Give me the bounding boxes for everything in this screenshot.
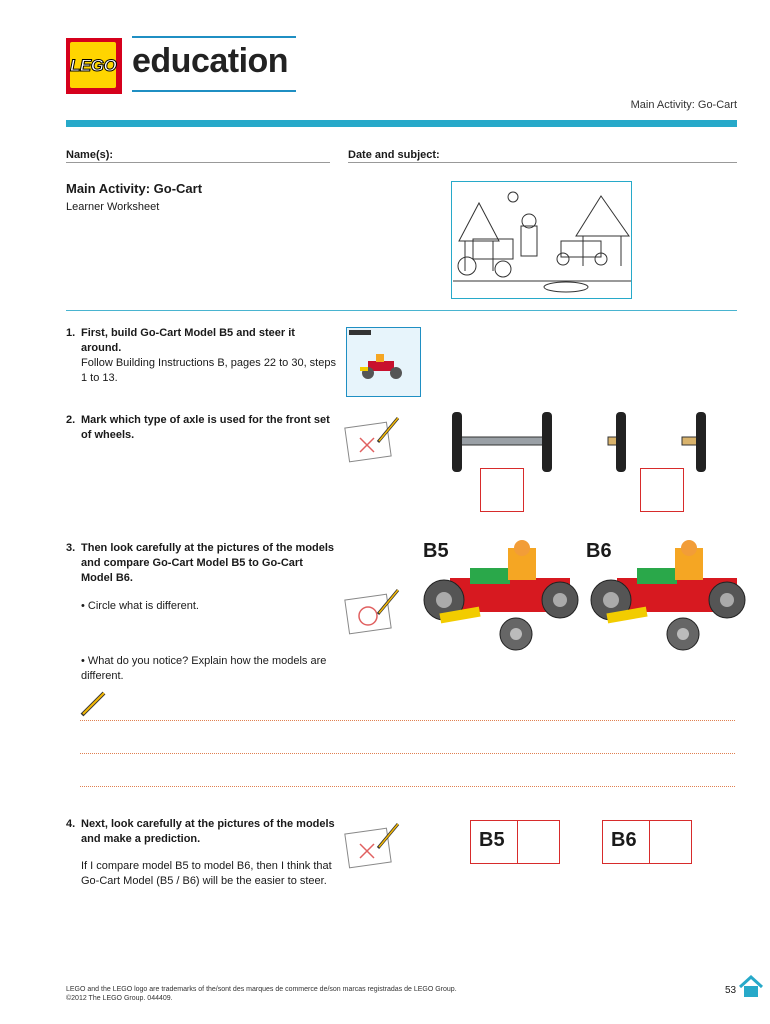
question-2-prompt: Mark which type of axle is used for the front set of wheels. xyxy=(81,414,330,441)
header-bar xyxy=(66,120,737,127)
section-divider xyxy=(66,310,737,311)
question-4-text: If I compare model B5 to model B6, then I think that Go-Cart Model (B5 / B6) will be the easier to steer. xyxy=(81,860,332,887)
question-4 xyxy=(66,817,336,847)
footer-legal xyxy=(66,985,457,1003)
header-title: Main Activity: Go-Cart xyxy=(630,99,737,111)
prediction-label-b5: B5 xyxy=(479,829,505,851)
brand-rule-top xyxy=(132,36,296,38)
question-number: 1. xyxy=(66,327,76,339)
go-cart-b6-model-image xyxy=(587,538,747,653)
answer-line-3[interactable] xyxy=(80,786,735,787)
page-subtitle: Learner Worksheet xyxy=(66,201,160,213)
long-axle-answer-box[interactable] xyxy=(480,468,524,512)
footer-copyright: ©2012 The LEGO Group. 044409. xyxy=(66,995,173,1002)
question-number: 2. xyxy=(66,414,76,426)
question-3 xyxy=(66,541,336,586)
mark-pencil-icon-2 xyxy=(344,818,402,870)
page-number: 53 xyxy=(725,985,737,996)
prediction-label-b6: B6 xyxy=(611,829,637,851)
building-instructions-thumbnail xyxy=(346,327,421,397)
question-3-prompt: Then look carefully at the pictures of the models and compare Go-Cart Model B5 to Go-Cart Model B6. xyxy=(81,542,335,584)
question-2 xyxy=(66,413,336,443)
brand-rule-bottom xyxy=(132,90,296,92)
brand-name: education xyxy=(132,42,289,80)
prediction-box-b6[interactable] xyxy=(602,820,692,864)
answer-line-2[interactable] xyxy=(80,753,735,754)
question-number: 4. xyxy=(66,818,76,830)
question-4-prompt: Next, look carefully at the pictures of the models and make a prediction. xyxy=(81,818,335,845)
question-number: 3. xyxy=(66,542,76,554)
names-label: Name(s): xyxy=(66,149,114,161)
mark-pencil-icon xyxy=(344,412,402,464)
label-b6: B6 xyxy=(586,540,612,562)
date-field[interactable] xyxy=(348,162,737,163)
question-3-bullet-2: • What do you notice? Explain how the models are different. xyxy=(81,655,327,682)
home-icon[interactable] xyxy=(738,975,764,999)
question-1-text: Follow Building Instructions B, pages 22 to 30, steps 1 to 13. xyxy=(81,357,336,384)
lego-logo xyxy=(66,38,122,94)
go-cart-scene-illustration xyxy=(451,181,632,299)
question-1-prompt: First, build Go-Cart Model B5 and steer it around. xyxy=(81,327,295,354)
answer-line-1[interactable] xyxy=(80,720,735,721)
question-1 xyxy=(66,326,336,386)
page-title: Main Activity: Go-Cart xyxy=(66,181,203,196)
names-field[interactable] xyxy=(66,162,330,163)
logo-text: LEGO xyxy=(70,56,117,75)
prediction-box-b5[interactable] xyxy=(470,820,560,864)
question-3-bullet-1: • Circle what is different. xyxy=(81,600,199,612)
circle-pencil-icon xyxy=(344,584,402,636)
date-label: Date and subject: xyxy=(348,149,440,161)
footer-trademark: LEGO and the LEGO logo are trademarks of the/sont des marques de commerce de/son marcas registradas de LEGO Group. xyxy=(66,986,457,993)
label-b5: B5 xyxy=(423,540,449,562)
short-axle-answer-box[interactable] xyxy=(640,468,684,512)
write-pencil-icon xyxy=(78,689,108,719)
go-cart-b5-model-image xyxy=(420,538,580,653)
short-axle-illustration xyxy=(600,410,720,476)
long-axle-illustration xyxy=(446,410,556,476)
